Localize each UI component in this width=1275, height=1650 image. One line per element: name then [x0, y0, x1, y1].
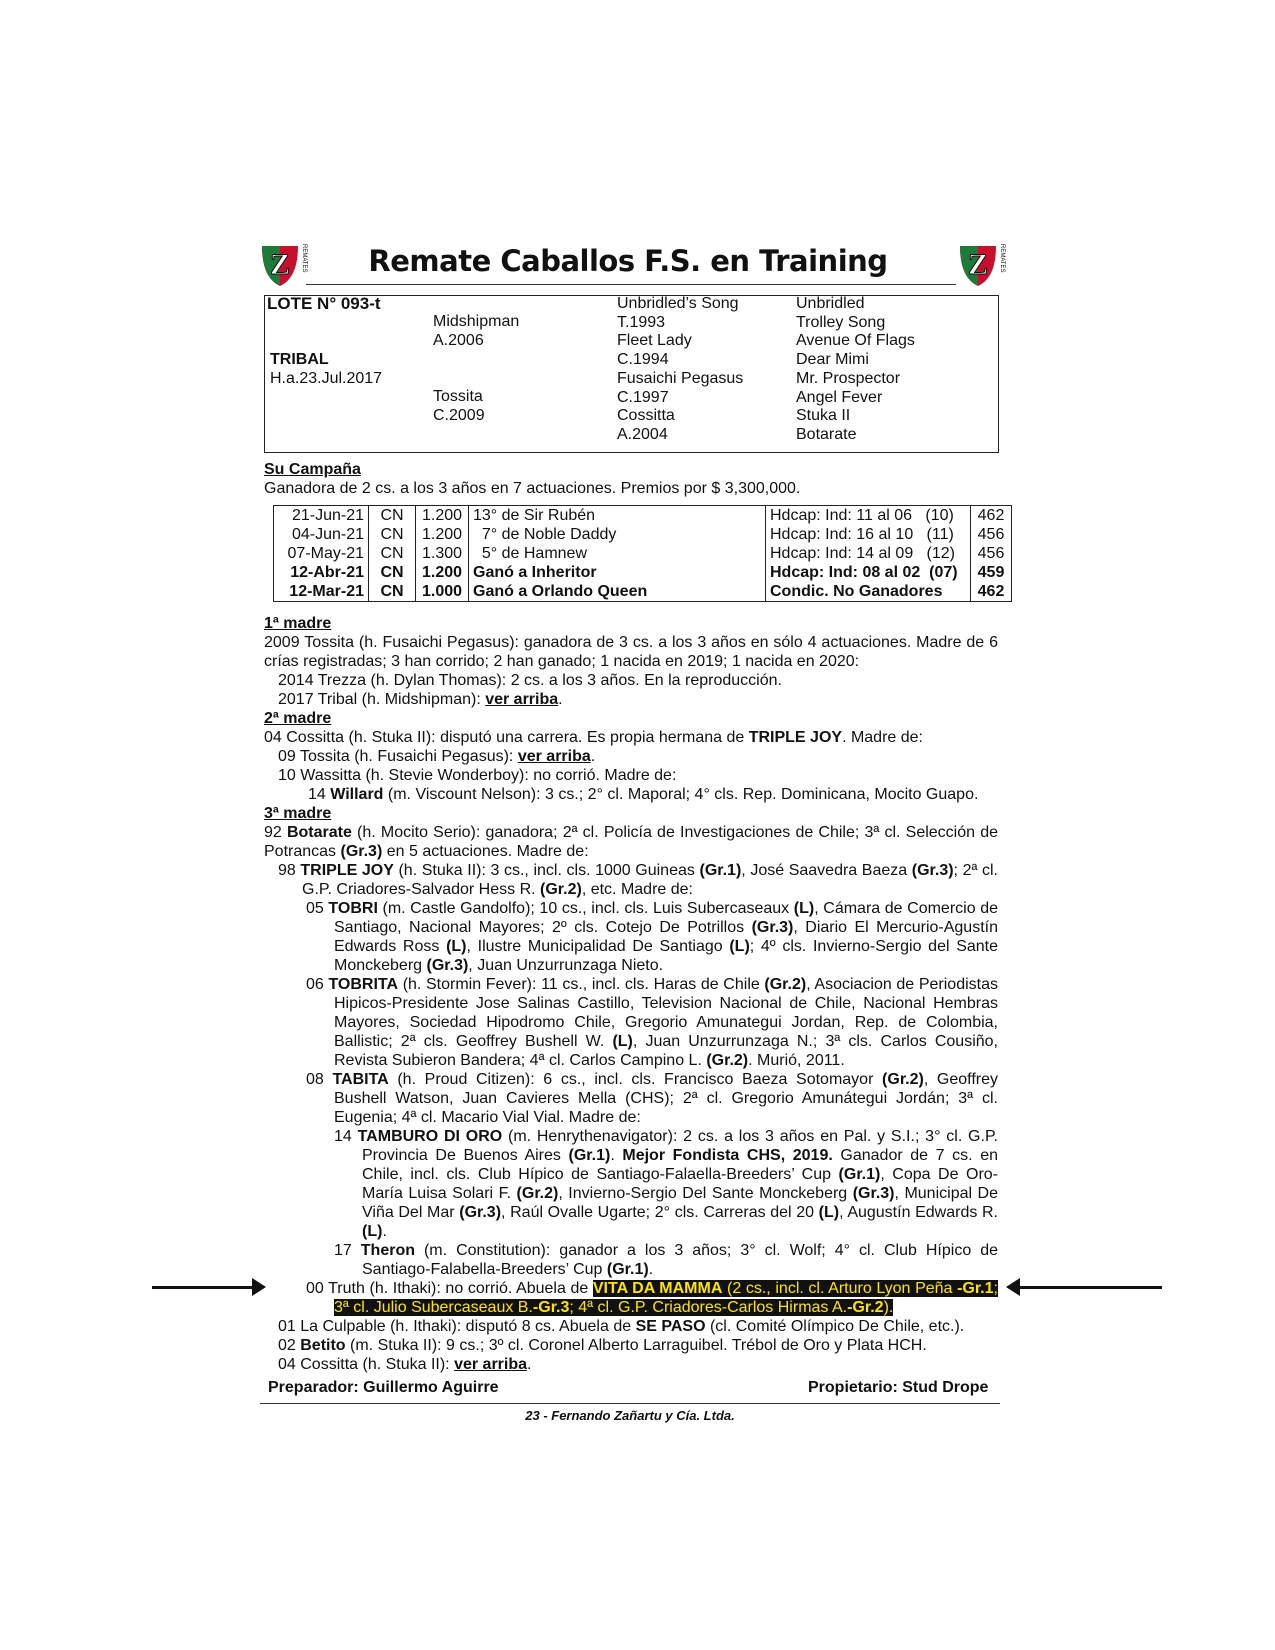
dam-name: Tossita — [433, 388, 483, 405]
race-distance: 1.200 — [416, 563, 469, 582]
race-date: 07-May-21 — [274, 544, 369, 563]
race-row — [274, 506, 1012, 526]
ped-col4-3: Dear Mimi — [796, 351, 869, 368]
ped-col3-0: Unbridled’s Song — [617, 295, 739, 312]
race-track: CN — [369, 582, 416, 602]
race-distance: 1.000 — [416, 582, 469, 602]
race-row — [274, 525, 1012, 544]
campaign-heading: Su Campaña — [264, 461, 361, 478]
dam2-grandproduce-1: 14 Willard (m. Viscount Nelson): 3 cs.; 2° cl. Maporal; 4° cls. Rep. Dominicana, Mocito Guapo. — [308, 786, 979, 803]
horse-info: H.a.23.Jul.2017 — [270, 370, 383, 387]
dam-info: C.2009 — [433, 407, 485, 424]
race-row — [274, 544, 1012, 563]
lot-number: LOTE N° 093-t — [267, 294, 381, 313]
race-distance: 1.200 — [416, 506, 469, 526]
ped-col4-6: Stuka II — [796, 407, 851, 424]
ped-col3-5: C.1997 — [617, 389, 669, 406]
race-name: Condic. No Ganadores — [766, 582, 971, 602]
svg-text:Z: Z — [967, 248, 989, 281]
race-track: CN — [369, 506, 416, 526]
botarate-paragraph: 92 Botarate (h. Mocito Serio): ganadora; 2ª cl. Policía de Investigaciones de Chile; 3ª cl. Selección de Potrancas (Gr.3) en 5 actuaciones. Madre de: — [264, 824, 998, 860]
race-weight: 459 — [971, 563, 1012, 582]
sire-name: Midshipman — [433, 313, 520, 330]
race-row — [274, 582, 1012, 602]
svg-text:Z: Z — [269, 248, 291, 281]
race-result: 7° de Noble Daddy — [469, 525, 766, 544]
cossitta-line: 04 Cossitta (h. Stuka II): ver arriba. — [278, 1356, 532, 1373]
race-weight: 462 — [971, 582, 1012, 602]
dam2-produce-2: 10 Wassitta (h. Stevie Wonderboy): no corrió. Madre de: — [278, 767, 677, 784]
campaign-summary: Ganadora de 2 cs. a los 3 años en 7 actuaciones. Premios por $ 3,300,000. — [264, 480, 801, 497]
ped-col4-1: Trolley Song — [796, 314, 886, 331]
svg-text:REMATES: REMATES — [999, 244, 1005, 273]
dam2-heading: 2ª madre — [264, 710, 332, 727]
race-date: 12-Mar-21 — [274, 582, 369, 602]
race-result: Ganó a Orlando Queen — [469, 582, 766, 602]
see-above-link[interactable]: ver arriba — [454, 1356, 528, 1373]
dam1-produce-2: 2017 Tribal (h. Midshipman): ver arriba. — [278, 691, 563, 708]
dam2-produce-1: 09 Tossita (h. Fusaichi Pegasus): ver arriba. — [278, 748, 596, 765]
dam2-paragraph: 04 Cossitta (h. Stuka II): disputó una carrera. Es propia hermana de TRIPLE JOY. Madre de: — [264, 729, 923, 746]
race-result: Ganó a Inheritor — [469, 563, 766, 582]
page-title: Remate Caballos F.S. en Training — [368, 244, 888, 278]
tabita-paragraph: 08 TABITA (h. Proud Citizen): 6 cs., incl. cls. Francisco Baeza Sotomayor (Gr.2), Geoffrey Bushell Watson, Juan Cavieres Mella (CHS); 2ª cl. Gregorio Amunátegui Jordán; 3ª cl. Eugenia; 4ª cl. Macario Vial Vial. Madre de: — [306, 1071, 998, 1126]
ped-col3-4: Fusaichi Pegasus — [617, 370, 744, 387]
see-above-link[interactable]: ver arriba — [485, 691, 559, 708]
race-result: 5° de Hamnew — [469, 544, 766, 563]
theron-paragraph: 17 Theron (m. Constitution): ganador a los 3 años; 3° cl. Wolf; 4° cl. Club Hípico de Santiago-Falabella-Breeders’ Cup (Gr.1). — [334, 1242, 998, 1278]
remates-logo-right — [956, 238, 1006, 288]
race-date: 21-Jun-21 — [274, 506, 369, 526]
horse-name: TRIBAL — [270, 351, 329, 368]
right-arrow-line — [1012, 1286, 1162, 1289]
svg-text:REMATES: REMATES — [301, 244, 307, 273]
race-result: 13° de Sir Rubén — [469, 506, 766, 526]
owner: Propietario: Stud Drope — [808, 1379, 989, 1396]
race-distance: 1.300 — [416, 544, 469, 563]
race-row — [274, 563, 1012, 582]
ped-col3-6: Cossitta — [617, 407, 675, 424]
race-record-table — [273, 505, 1012, 602]
race-name: Hdcap: Ind: 08 al 02 (07) — [766, 563, 971, 582]
ped-col4-7: Botarate — [796, 426, 857, 443]
pedigree-box — [264, 295, 999, 453]
race-weight: 462 — [971, 506, 1012, 526]
tamburo-paragraph: 14 TAMBURO DI ORO (m. Henrythenavigator): 2 cs. a los 3 años en Pal. y S.I.; 3° cl. G.P. Provincia De Buenos Aires (Gr.1). Mejor Fondista CHS, 2019. Ganador de 7 cs. en Chile, incl. cls. Club Hípico de Santiago-Falaella-Breeders’ Cup (Gr.1), Copa De Oro-María Luisa Solari F. (Gr.2), Invierno-Sergio Del Sante Monckeberg (Gr.3), Municipal De Viña Del Mar (Gr.3), Raúl Ovalle Ugarte; 2° cls. Carreras del 20 (L), Augustín Edwards R. (L). — [334, 1128, 999, 1240]
dam1-paragraph: 2009 Tossita (h. Fusaichi Pegasus): ganadora de 3 cs. a los 3 años en sólo 4 actuaciones. Madre de 6 crías registradas; 3 han corrido; 2 han ganado; 1 nacida en 2019; 1 nacida en 2020: — [264, 634, 998, 670]
tobri-paragraph: 05 TOBRI (m. Castle Gandolfo); 10 cs., incl. cls. Luis Subercaseaux (L), Cámara de Comercio de Santiago, Nacional Mayores; 2º cls. Cotejo De Potrillos (Gr.3), Diario El Mercurio-Agustín Edwards Ross (L), Ilustre Municipalidad De Santiago (L); 4º cls. Invierno-Sergio del Sante Monckeberg (Gr.3), Juan Unzurrunzaga Nieto. — [306, 900, 999, 974]
tobrita-paragraph: 06 TOBRITA (h. Stormin Fever): 11 cs., incl. cls. Haras de Chile (Gr.2), Asociacion de Periodistas Hipicos-Presidente Jose Salinas Castillo, Television Nacional de Chile, Nacional Hembras Mayores, Sociedad Hipodromo Chile, Gregorio Amunategui Jordan, Rep. de Colombia, Ballistic; 2ª cls. Geoffrey Bushell W. (L), Juan Unzurrunzaga N.; 3ª cls. Carlos Cousiño, Revista Subieron Bandera; 4ª cl. Carlos Campino L. (Gr.2). Murió, 2011. — [306, 976, 999, 1069]
race-weight: 456 — [971, 525, 1012, 544]
trainer: Preparador: Guillermo Aguirre — [268, 1379, 499, 1396]
culpable-line: 01 La Culpable (h. Ithaki): disputó 8 cs. Abuela de SE PASO (cl. Comité Olímpico De Chile, etc.). — [278, 1318, 965, 1335]
dam3-heading: 3ª madre — [264, 805, 332, 822]
race-weight: 456 — [971, 544, 1012, 563]
dam1-produce-1: 2014 Trezza (h. Dylan Thomas): 2 cs. a los 3 años. En la reproducción. — [278, 672, 782, 689]
footer-divider — [260, 1403, 1000, 1404]
ped-col3-2: Fleet Lady — [617, 332, 692, 349]
right-pointing-arrow-icon — [252, 1278, 266, 1296]
left-pointing-arrow-icon — [1006, 1278, 1020, 1296]
ped-col4-2: Avenue Of Flags — [796, 332, 915, 349]
ped-col4-5: Angel Fever — [796, 389, 883, 406]
see-above-link[interactable]: ver arriba — [517, 748, 591, 765]
title-divider — [306, 284, 956, 285]
triple-joy-paragraph: 98 TRIPLE JOY (h. Stuka II): 3 cs., incl. cls. 1000 Guineas (Gr.1), José Saavedra Baeza (Gr.3); 2ª cl. G.P. Criadores-Salvador Hess R. (Gr.2), etc. Madre de: — [278, 862, 998, 898]
betito-line: 02 Betito (m. Stuka II): 9 cs.; 3º cl. Coronel Alberto Larraguibel. Trébol de Oro y Plata HCH. — [278, 1337, 927, 1354]
race-track: CN — [369, 563, 416, 582]
ped-col3-3: C.1994 — [617, 351, 669, 368]
race-track: CN — [369, 544, 416, 563]
race-track: CN — [369, 525, 416, 544]
race-name: Hdcap: Ind: 11 al 06 (10) — [766, 506, 971, 526]
sire-info: A.2006 — [433, 332, 484, 349]
left-arrow-line — [152, 1286, 258, 1289]
ped-col3-7: A.2004 — [617, 426, 668, 443]
race-date: 12-Abr-21 — [274, 563, 369, 582]
race-date: 04-Jun-21 — [274, 525, 369, 544]
ped-col3-1: T.1993 — [617, 314, 666, 331]
highlight-vita-da-mamma: VITA DA MAMMA (2 cs., incl. cl. Arturo Lyon Peña -Gr.1; 3ª cl. Julio Subercaseaux B.-Gr.3; 4ª cl. G.P. Criadores-Carlos Hirmas A.-Gr.2). — [334, 1280, 998, 1316]
page-footer: 23 - Fernando Zañartu y Cía. Ltda. — [525, 1408, 735, 1423]
truth-paragraph: 00 Truth (h. Ithaki): no corrió. Abuela de VITA DA MAMMA (2 cs., incl. cl. Arturo Lyon Peña -Gr.1; 3ª cl. Julio Subercaseaux B.-Gr.3; 4ª cl. G.P. Criadores-Carlos Hirmas A.-Gr.2). — [306, 1280, 998, 1316]
dam1-heading: 1ª madre — [264, 615, 332, 632]
race-name: Hdcap: Ind: 14 al 09 (12) — [766, 544, 971, 563]
ped-col4-4: Mr. Prospector — [796, 370, 901, 387]
race-distance: 1.200 — [416, 525, 469, 544]
race-name: Hdcap: Ind: 16 al 10 (11) — [766, 525, 971, 544]
ped-col4-0: Unbridled — [796, 295, 865, 312]
